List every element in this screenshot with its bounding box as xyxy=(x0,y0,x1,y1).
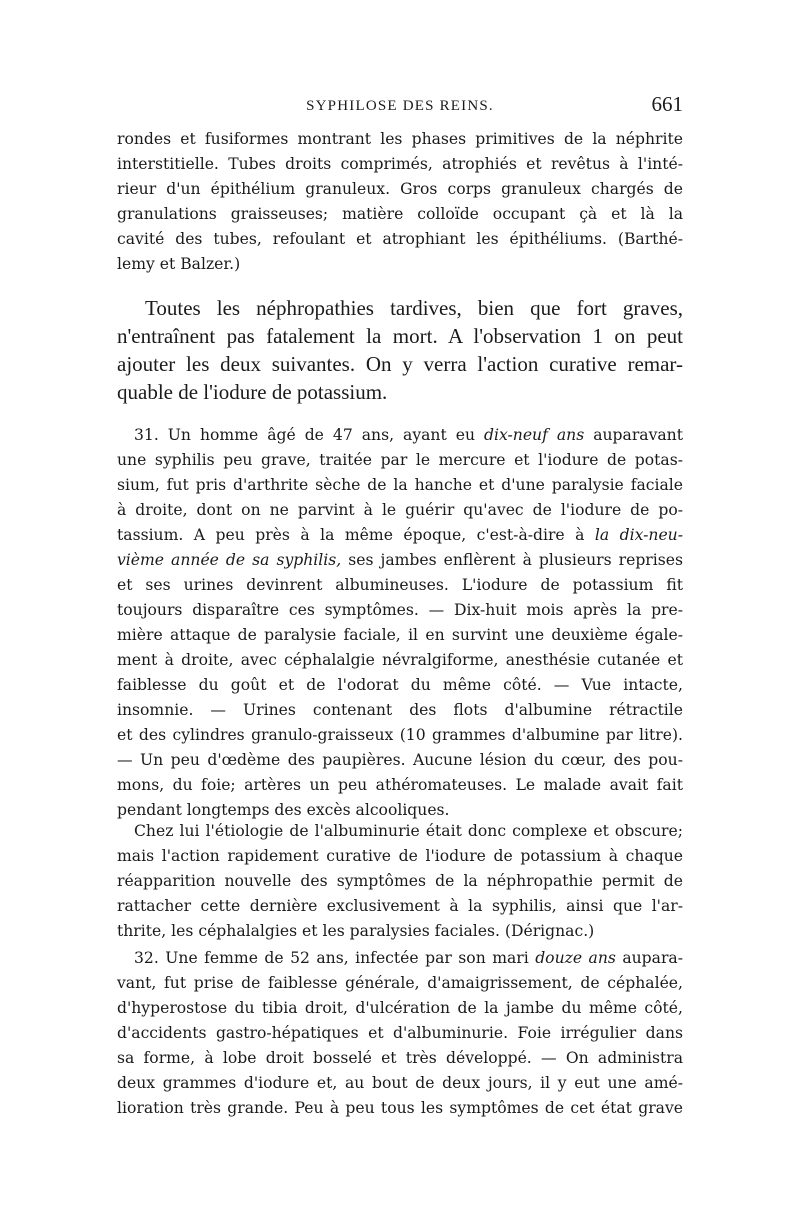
text-line: sium, fut pris d'arthrite sèche de la hanche et d'une paralysie faciale xyxy=(117,476,683,494)
paragraph-main-text xyxy=(117,294,683,406)
text-line: et ses urines devinrent albumineuses. L'iodure de potassium fit xyxy=(117,576,683,594)
page-header xyxy=(117,92,683,122)
text-line: thrite, les céphalalgies et les paralysies faciales. (Dérignac.) xyxy=(117,922,595,940)
text-line: cavité des tubes, refoulant et atrophiant les épithéliums. (Barthé- xyxy=(117,230,683,248)
text-line: une syphilis peu grave, traitée par le mercure et l'iodure de potas- xyxy=(117,451,683,469)
text-line: ment à droite, avec céphalalgie névralgiforme, anesthésie cutanée et xyxy=(117,651,683,669)
text-line: deux grammes d'iodure et, au bout de deux jours, il y eut une amé- xyxy=(117,1074,683,1092)
text-line: vant, fut prise de faiblesse générale, d'amaigrissement, de céphalée, xyxy=(117,974,683,992)
text-line: faiblesse du goût et de l'odorat du même côté. — Vue intacte, xyxy=(117,676,683,694)
text-line: mais l'action rapidement curative de l'iodure de potassium à chaque xyxy=(117,847,683,865)
text-line: Chez lui l'étiologie de l'albuminurie était donc complexe et obscure; xyxy=(134,822,683,840)
paragraph-etiology xyxy=(117,819,683,944)
observation-32 xyxy=(117,946,683,1121)
text-line: sa forme, à lobe droit bosselé et très développé. — On administra xyxy=(117,1049,683,1067)
text-line: et des cylindres granulo-graisseux (10 grammes d'albumine par litre). xyxy=(117,726,683,744)
text-line: rattacher cette dernière exclusivement à la syphilis, ainsi que l'ar- xyxy=(117,897,683,915)
text-line: toujours disparaître ces symptômes. — Dix-huit mois après la pre- xyxy=(117,601,683,619)
text-line: d'accidents gastro-hépatiques et d'albuminurie. Foie irrégulier dans xyxy=(117,1024,683,1042)
text-line: mière attaque de paralysie faciale, il en survint une deuxième égale- xyxy=(117,626,683,644)
observation-31 xyxy=(117,423,683,823)
text-line: insomnie. — Urines contenant des flots d'albumine rétractile xyxy=(117,701,683,719)
text-line: 31. Un homme âgé de 47 ans, ayant eu dix-neuf ans auparavant xyxy=(134,426,683,444)
text-line: à droite, dont on ne parvint à le guérir qu'avec de l'iodure de po- xyxy=(117,501,683,519)
text-line: n'entraînent pas fatalement la mort. A l'observation 1 on peut xyxy=(117,324,683,348)
text-line: réapparition nouvelle des symptômes de la néphropathie permit de xyxy=(117,872,683,890)
text-line: pendant longtemps des excès alcooliques. xyxy=(117,801,450,819)
text-line: lemy et Balzer.) xyxy=(117,255,241,273)
text-line: ajouter les deux suivantes. On y verra l'action curative remar- xyxy=(117,352,683,376)
paragraph-continued xyxy=(117,127,683,277)
running-head: SYPHILOSE DES REINS. xyxy=(306,98,494,114)
text-line: interstitielle. Tubes droits comprimés, atrophiés et revêtus à l'inté- xyxy=(117,155,683,173)
text-line: mons, du foie; artères un peu athéromateuses. Le malade avait fait xyxy=(117,776,683,794)
text-line: lioration très grande. Peu à peu tous les symptômes de cet état grave xyxy=(117,1099,683,1117)
text-line: rondes et fusiformes montrant les phases primitives de la néphrite xyxy=(117,130,683,148)
text-line: granulations graisseuses; matière colloïde occupant çà et là la xyxy=(117,205,683,223)
text-line: d'hyperostose du tibia droit, d'ulcération de la jambe du même côté, xyxy=(117,999,683,1017)
text-line: vième année de sa syphilis, ses jambes enflèrent à plusieurs reprises xyxy=(117,551,683,569)
text-line: Toutes les néphropathies tardives, bien que fort graves, xyxy=(145,296,683,320)
page-number: 661 xyxy=(651,92,683,116)
text-line: rieur d'un épithélium granuleux. Gros corps granuleux chargés de xyxy=(117,180,683,198)
text-line: quable de l'iodure de potassium. xyxy=(117,380,388,404)
text-line: — Un peu d'œdème des paupières. Aucune lésion du cœur, des pou- xyxy=(117,751,683,769)
text-line: 32. Une femme de 52 ans, infectée par son mari douze ans aupara- xyxy=(134,949,683,967)
text-line: tassium. A peu près à la même époque, c'est-à-dire à la dix-neu- xyxy=(117,526,683,544)
